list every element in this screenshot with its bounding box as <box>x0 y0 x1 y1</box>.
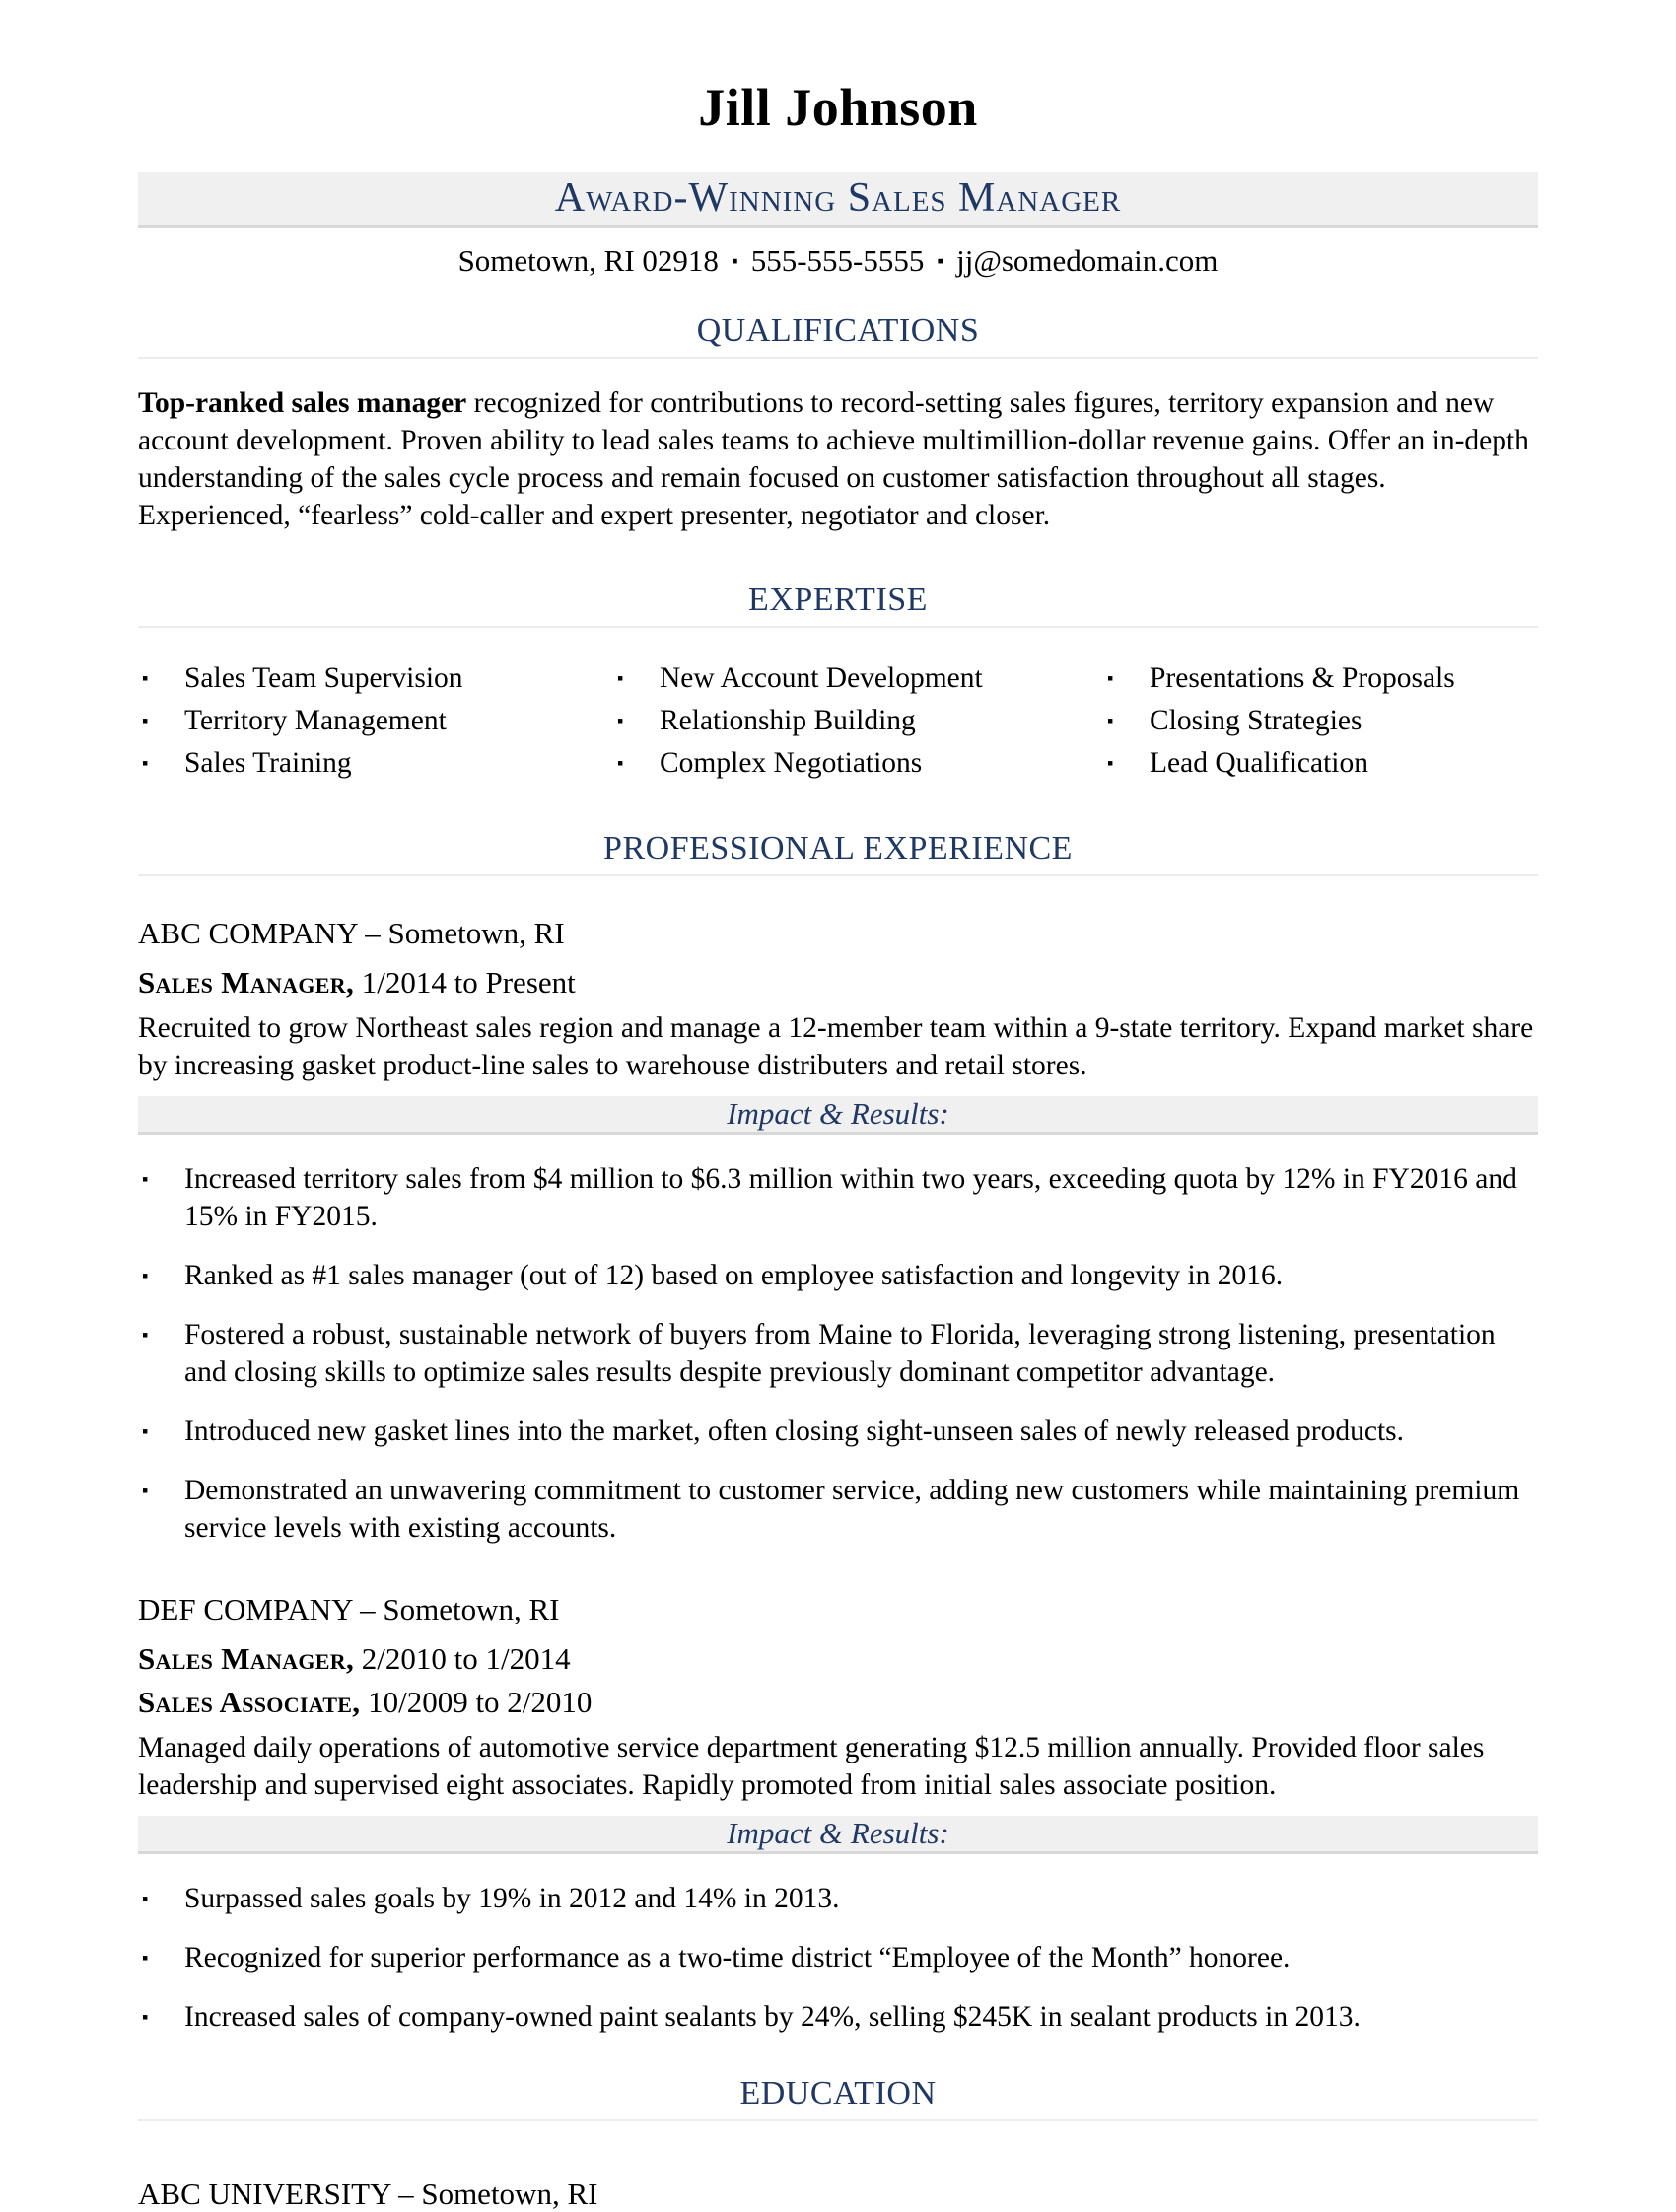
role-line <box>138 965 1538 1001</box>
impact-results-band <box>138 1096 1538 1135</box>
section-divider <box>138 357 1538 359</box>
bullet-square-icon: ▪ <box>142 711 149 730</box>
expertise-item: Relationship Building <box>660 705 916 736</box>
expertise-column-2 <box>613 657 1103 785</box>
separator-square-icon: ▪ <box>937 251 944 272</box>
list-item <box>613 700 1103 742</box>
contact-line <box>0 243 1676 279</box>
achievement-text: Fostered a robust, sustainable network of buyers from Maine to Florida, leveraging strong listening, presentation and closing skills to optimize sales results despite previously dominant competitor advantage. <box>184 1319 1496 1388</box>
expertise-item: Complex Negotiations <box>660 747 923 779</box>
experience-heading: PROFESSIONAL EXPERIENCE <box>603 830 1073 866</box>
achievement-text: Surpassed sales goals by 19% in 2012 and 14% in 2013. <box>184 1883 840 1914</box>
list-item <box>613 657 1103 700</box>
bullet-square-icon: ▪ <box>142 1481 149 1500</box>
list-item <box>138 700 613 742</box>
contact-location: Sometown, RI 02918 <box>457 243 719 278</box>
bullet-square-icon: ▪ <box>1107 668 1114 688</box>
achievement-text: Increased sales of company-owned paint sealants by 24%, selling $245K in sealant products in 2013. <box>184 2001 1361 2033</box>
list-item <box>138 657 613 700</box>
school-name: ABC UNIVERSITY – Sometown, RI <box>138 2177 598 2211</box>
separator-square-icon: ▪ <box>731 251 738 272</box>
job-summary: Recruited to grow Northeast sales region and manage a 12-member team within a 9-state territory. Expand market share by increasing gasket product-line sales to warehouse distributers and retail stores. <box>138 1012 1534 1081</box>
role-dates: 10/2009 to 2/2010 <box>360 1685 593 1719</box>
role-dates: 2/2010 to 1/2014 <box>354 1641 571 1676</box>
education-heading: EDUCATION <box>739 2075 937 2111</box>
role-line <box>138 1641 1538 1677</box>
impact-results-label: Impact & Results: <box>727 1096 949 1131</box>
section-divider <box>138 2119 1538 2121</box>
section-qualifications <box>138 312 1538 534</box>
list-item <box>138 1472 1538 1547</box>
bullet-square-icon: ▪ <box>142 753 149 773</box>
job-title: Award-Winning Sales Manager <box>554 175 1122 221</box>
list-item <box>613 742 1103 785</box>
job-achievements <box>138 1880 1538 2036</box>
list-item <box>1103 657 1538 700</box>
role-title: Sales Manager, <box>138 965 355 1000</box>
expertise-item: Territory Management <box>184 705 447 736</box>
impact-results-band <box>138 1816 1538 1854</box>
achievement-text: Demonstrated an unwavering commitment to customer service, adding new customers while maintaining premium service levels with existing accounts. <box>184 1475 1520 1544</box>
impact-results-label: Impact & Results: <box>727 1816 949 1850</box>
list-item <box>138 1880 1538 1917</box>
bullet-square-icon: ▪ <box>142 1889 149 1908</box>
company-name: ABC COMPANY – Sometown, RI <box>138 916 565 950</box>
bullet-square-icon: ▪ <box>142 2007 149 2027</box>
achievement-text: Increased territory sales from $4 million to $6.3 million within two years, exceeding quota by 12% in FY2016 and 15% in FY2015. <box>184 1163 1517 1232</box>
bullet-square-icon: ▪ <box>142 1421 149 1441</box>
bullet-square-icon: ▪ <box>1107 711 1114 730</box>
expertise-heading: EXPERTISE <box>748 582 928 618</box>
bullet-square-icon: ▪ <box>617 753 624 773</box>
section-expertise <box>138 582 1538 785</box>
contact-email: jj@somedomain.com <box>956 243 1219 278</box>
expertise-item: New Account Development <box>660 662 983 694</box>
expertise-item: Sales Team Supervision <box>184 662 463 694</box>
section-education <box>138 2075 1538 2212</box>
role-title: Sales Associate, <box>138 1685 361 1719</box>
expertise-column-3 <box>1103 657 1538 785</box>
job-achievements <box>138 1160 1538 1547</box>
role-line <box>138 1685 1538 1720</box>
list-item <box>138 1413 1538 1450</box>
qualifications-heading: QUALIFICATIONS <box>696 312 980 349</box>
expertise-columns <box>138 657 1538 785</box>
company-name: DEF COMPANY – Sometown, RI <box>138 1592 560 1626</box>
bullet-square-icon: ▪ <box>142 1948 149 1968</box>
bullet-square-icon: ▪ <box>142 668 149 688</box>
candidate-name: Jill Johnson <box>698 78 978 137</box>
list-item <box>1103 742 1538 785</box>
bullet-square-icon: ▪ <box>617 668 624 688</box>
list-item <box>138 742 613 785</box>
achievement-text: Recognized for superior performance as a two-time district “Employee of the Month” honoree. <box>184 1942 1291 1973</box>
contact-phone: 555-555-5555 <box>750 243 925 278</box>
list-item <box>138 1316 1538 1391</box>
role-dates: 1/2014 to Present <box>354 965 576 1000</box>
achievement-text: Ranked as #1 sales manager (out of 12) based on employee satisfaction and longevity in 2016. <box>184 1260 1284 1291</box>
expertise-item: Lead Qualification <box>1150 747 1368 779</box>
bullet-square-icon: ▪ <box>1107 753 1114 773</box>
list-item <box>138 1257 1538 1294</box>
qualifications-lead: Top-ranked sales manager <box>138 387 467 419</box>
qualifications-paragraph <box>138 384 1538 534</box>
expertise-column-1 <box>138 657 613 785</box>
job-abc-company <box>138 916 1538 1547</box>
list-item <box>1103 700 1538 742</box>
job-summary: Managed daily operations of automotive service department generating $12.5 million annually. Provided floor sales leadership and supervised eight associates. Rapidly promoted from initial sales associate position. <box>138 1732 1485 1801</box>
bullet-square-icon: ▪ <box>142 1325 149 1345</box>
list-item <box>138 1160 1538 1235</box>
job-title-band <box>138 172 1538 228</box>
list-item <box>138 1939 1538 1976</box>
section-divider <box>138 626 1538 628</box>
bullet-square-icon: ▪ <box>617 711 624 730</box>
role-title: Sales Manager, <box>138 1641 355 1676</box>
expertise-item: Presentations & Proposals <box>1150 662 1455 694</box>
job-def-company <box>138 1592 1538 2036</box>
list-item <box>138 1998 1538 2036</box>
expertise-item: Sales Training <box>184 747 352 779</box>
expertise-item: Closing Strategies <box>1150 705 1362 736</box>
achievement-text: Introduced new gasket lines into the market, often closing sight-unseen sales of newly released products. <box>184 1416 1405 1447</box>
qualifications-body: recognized for contributions to record-setting sales figures, territory expansion and new account development. Proven ability to lead sales teams to achieve multimillion-dollar revenue gains. Offer an in-depth understanding of the sales cycle process and remain focused on customer satisfaction throughout all stages. Experienced, “fearless” cold-caller and expert presenter, negotiator and closer. <box>138 387 1529 531</box>
bullet-square-icon: ▪ <box>142 1266 149 1285</box>
bullet-square-icon: ▪ <box>142 1169 149 1189</box>
section-divider <box>138 874 1538 876</box>
section-experience <box>138 830 1538 2036</box>
